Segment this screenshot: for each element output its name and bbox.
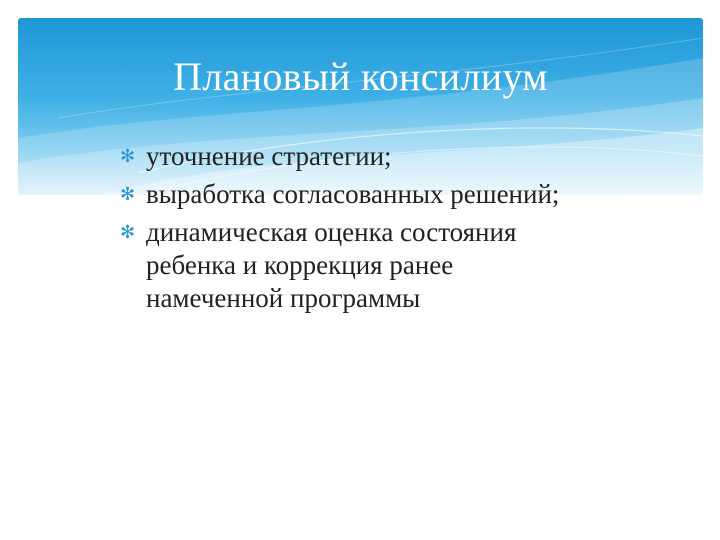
- asterisk-bullet-icon: ✻: [120, 222, 136, 243]
- asterisk-bullet-icon: ✻: [120, 184, 136, 205]
- bullet-list: [112, 140, 592, 320]
- asterisk-bullet-icon: ✻: [120, 146, 136, 167]
- bullet-text: динамическая оценка состояния ребенка и коррекция ранее намеченной программы: [146, 217, 517, 313]
- slide-title: Плановый консилиум: [173, 54, 548, 99]
- bullet-text: уточнение стратегии;: [146, 141, 392, 171]
- bullet-text: выработка согласованных решений;: [146, 179, 560, 209]
- list-item: [112, 140, 592, 173]
- list-item: [112, 216, 592, 315]
- list-item: [112, 178, 592, 211]
